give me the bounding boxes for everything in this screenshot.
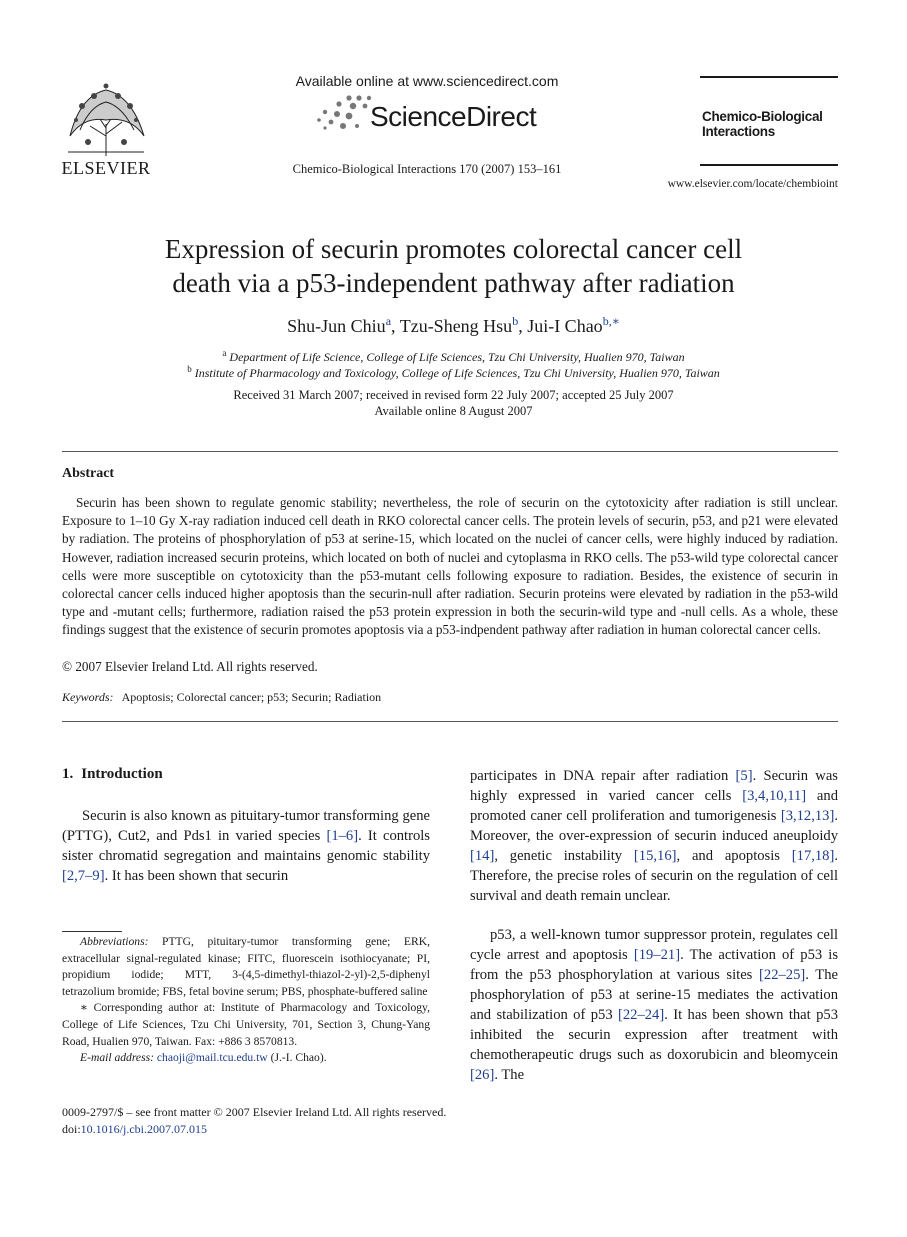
journal-title-top-rule (700, 76, 838, 78)
journal-title-bottom-rule (700, 164, 838, 166)
journal-url[interactable]: www.elsevier.com/locate/chembioint (667, 178, 838, 190)
body-text: . It has been shown that securin (104, 868, 289, 884)
abbreviations-footnote (62, 934, 430, 1000)
affiliation-mark: a (222, 348, 227, 358)
body-text: , and apoptosis (676, 848, 792, 864)
keywords (62, 690, 381, 705)
available-online-date: Available online 8 August 2007 (374, 404, 533, 418)
body-text: . It has been shown that p53 inhibited the securin expression after treatment with chemotherapeutic drugs such as doxorubicin and bleomycein (470, 1007, 838, 1063)
abstract-copyright: © 2007 Elsevier Ireland Ltd. All rights reserved. (62, 659, 318, 674)
email-footnote (62, 1050, 430, 1067)
abstract-text: Securin has been shown to regulate genomic stability; nevertheless, the role of securin on the cytotoxicity after radiation is still unclear. Exposure to 1–10 Gy X-ray radiation induced cell death in RKO colorectal cancer cells. The protein levels of securin, p53, and p21 were elevated by radiation. The proteins of phosphorylation of p53 at serine-15, which located on the nuclei of cancer cells, were highly induced by radiation. However, radiation increased securin proteins, which located on both of nuclei and cytoplasma in RKO cells. The p53-wild type colorectal cancer cells were more susceptible on cytotoxicity than the p53-mutant cells following exposure to radiation. Besides, the existence of securin in colorectal cancer cells induced higher apoptosis than the securin-null after radiation. Securin proteins were elevated by radiation in the p53-wild type and -mutant cells; furthermore, radiation raised the p53 protein expression in both the securin-wild type and -null cells. As a whole, these findings suggest that the existence of securin promotes apoptosis via a p53-indpendent pathway after radiation in human colorectal cancer cells. (62, 495, 838, 638)
citation-link[interactable]: [22–25] (759, 967, 806, 983)
body-text: p53, a well-known tumor suppressor protein, regulates cell cycle arrest and apoptosis (470, 927, 838, 963)
citation-link[interactable]: [2,7–9] (62, 868, 105, 884)
elsevier-tree-icon (60, 76, 152, 158)
article-title (60, 232, 847, 300)
affiliation-b (60, 364, 847, 381)
abstract-top-rule (62, 451, 838, 452)
affiliation-mark: b (187, 364, 192, 374)
available-online-text[interactable]: Available online at www.sciencedirect.com (295, 73, 559, 89)
affiliation-text: Department of Life Science, College of Life Sciences, Tzu Chi University, Hualien 970, Taiwan (229, 350, 685, 364)
author-affiliation-mark[interactable]: b,∗ (602, 314, 620, 328)
doi-label: doi: (62, 1122, 81, 1136)
sciencedirect-brand: ScienceDirect (370, 101, 537, 132)
body-text: . Moreover, the over-expression of securin induced aneuploidy (470, 808, 838, 844)
page-footer (62, 1104, 446, 1138)
corresponding-author-footnote (62, 1000, 430, 1050)
section-heading-introduction (62, 766, 171, 783)
body-text: . The phosphorylation of p53 at serine-15 mediates the activation and stabilization of p53 (470, 967, 838, 1023)
corresponding-mark: ∗ (80, 1001, 88, 1015)
citation-link[interactable]: [22–24] (618, 1007, 665, 1023)
author-name[interactable]: Jui-I Chao (527, 316, 603, 336)
citation-link[interactable]: [15,16] (633, 848, 677, 864)
author-affiliation-mark[interactable]: b (512, 314, 519, 328)
author-affiliation-mark[interactable]: a (385, 314, 392, 328)
article-dates (60, 387, 847, 419)
keywords-label: Keywords: (62, 690, 114, 704)
abbreviations-text: PTTG, pituitary-tumor transforming gene; ERK, extracellular signal-regulated kinase; FITC, fluorescein isothiocyanate; PI, propidium iodide; MTT, 3-(4,5-dimethyl-thiazol-2-yl)-2,5-diphenyl tetrazolium bromide; FBS, fetal bovine serum; PBS, phosphate-buffered saline (62, 935, 430, 998)
article-title-line2: death via a p53-independent pathway after radiation (172, 268, 735, 298)
intro-paragraph-1 (62, 806, 430, 886)
journal-title-line1: Chemico-Biological (702, 109, 823, 124)
received-dates: Received 31 March 2007; received in revised form 22 July 2007; accepted 25 July 2007 (233, 388, 674, 402)
body-text: . It controls sister chromatid segregation and maintains genomic stability (62, 828, 430, 864)
body-text: . The activation of p53 is from the p53 phosphorylation at various sites (470, 947, 839, 983)
abstract-heading: Abstract (62, 466, 115, 481)
body-text: Securin is also known as pituitary-tumor transforming gene (PTTG), Cut2, and Pds1 in varied species (62, 808, 430, 844)
section-title: Introduction (81, 766, 163, 782)
citation-link[interactable]: [1–6] (326, 828, 359, 844)
journal-title-line2: Interactions (702, 124, 775, 139)
author-name[interactable]: Tzu-Sheng Hsu (399, 316, 513, 336)
intro-paragraph-2 (470, 925, 838, 1085)
article-title-line1: Expression of securin promotes colorectal cancer cell (164, 234, 743, 264)
citation-link[interactable]: [3,4,10,11] (742, 788, 807, 804)
footnotes (62, 934, 430, 1067)
body-text: . The (494, 1067, 525, 1083)
abstract-bottom-rule (62, 721, 838, 722)
publisher-name: ELSEVIER (61, 158, 151, 178)
abbreviations-label: Abbreviations: (80, 935, 149, 948)
keywords-list: Apoptosis; Colorectal cancer; p53; Securin; Radiation (121, 690, 382, 704)
section-number: 1. (62, 766, 74, 782)
affiliation-a (60, 348, 847, 365)
citation-link[interactable]: [19–21] (633, 947, 681, 963)
email-suffix: (J.-I. Chao). (270, 1051, 327, 1065)
email-label: E-mail address: (80, 1051, 154, 1065)
author-list: Shu-Jun Chiu$^a$, Tzu-Sheng Hsu$^b$, Jui-I Chao$^{b,∗}$ (287, 314, 620, 336)
journal-title (702, 109, 842, 139)
footnote-rule (62, 931, 122, 932)
doi-line (62, 1121, 446, 1138)
issn-line: 0009-2797/$ – see front matter © 2007 Elsevier Ireland Ltd. All rights reserved. (62, 1105, 447, 1119)
sciencedirect-dots-icon (315, 94, 375, 132)
citation-link[interactable]: [26] (470, 1067, 495, 1083)
body-text: and promoted caner cell proliferation and tumorigenesis (470, 788, 838, 824)
corresponding-text: Corresponding author at: Institute of Pharmacology and Toxicology, College of Life Sciences, Tzu Chi University, 701, Section 3, Chung-Yang Road, Hualien 970, Taiwan. Fax: +886 3 8570813. (62, 1001, 430, 1048)
body-text: participates in DNA repair after radiation (470, 768, 736, 784)
author-name[interactable]: Shu-Jun Chiu (287, 316, 386, 336)
intro-paragraph-1-continued (470, 766, 838, 906)
email-link[interactable]: chaoji@mail.tcu.edu.tw (156, 1051, 268, 1065)
citation-link[interactable]: [14] (470, 848, 495, 864)
affiliation-text: Institute of Pharmacology and Toxicology, College of Life Sciences, Tzu Chi University, Hualien 970, Taiwan (194, 366, 720, 380)
doi-link[interactable]: 10.1016/j.cbi.2007.07.015 (80, 1122, 207, 1136)
citation-link[interactable]: [5] (735, 768, 753, 784)
citation-link[interactable]: [17,18] (791, 848, 835, 864)
body-text: . Therefore, the precise roles of securin on the regulation of cell survival and death remain unclear. (470, 848, 838, 904)
journal-reference: Chemico-Biological Interactions 170 (2007) 153–161 (292, 162, 562, 176)
body-text: , genetic instability (494, 848, 634, 864)
citation-link[interactable]: [3,12,13] (780, 808, 835, 824)
body-text: . Securin was highly expressed in varied cancer cells (470, 768, 838, 804)
